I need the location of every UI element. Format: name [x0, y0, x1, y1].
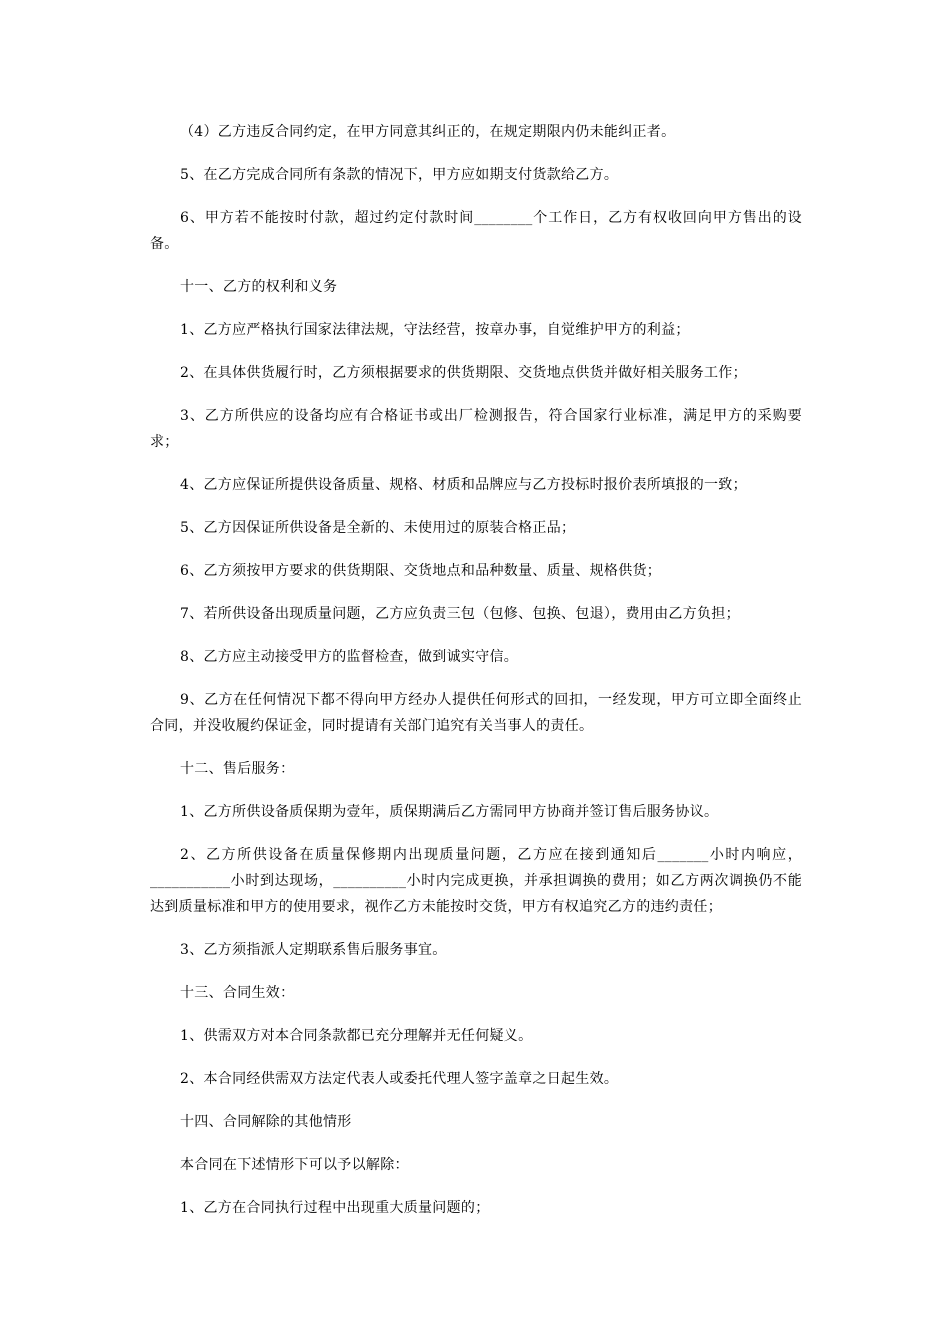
section-12-item-3: 3、乙方须指派人定期联系售后服务事宜。: [180, 942, 447, 958]
section-12-item-2: 2、乙方所供设备在质量保修期内出现质量问题，乙方应在接到通知后_______小时内响应，___________小时到达现场，__________小时内完成更换，并承担调换的费用；如乙方两次调换仍不能达到质量标准和甲方的使用要求，视作乙方未能按时交货，甲方有权追究乙方的违约责任；: [150, 847, 802, 915]
section-14-intro: 本合同在下述情形下可以予以解除：: [180, 1157, 409, 1173]
section-11-item-9: 9、乙方在任何情况下都不得向甲方经办人提供任何形式的回扣，一经发现，甲方可立即全面终止合同，并没收履约保证金，同时提请有关部门追究有关当事人的责任。: [150, 692, 802, 734]
clause-5-payment: 5、在乙方完成合同所有条款的情况下，甲方应如期支付货款给乙方。: [180, 167, 619, 183]
section-11-item-3: 3、乙方所供应的设备均应有合格证书或出厂检测报告，符合国家行业标准，满足甲方的采购要求；: [150, 408, 802, 450]
document-body: [150, 119, 802, 1238]
section-11-item-7: 7、若所供设备出现质量问题，乙方应负责三包（包修、包换、包退），费用由乙方负担；: [180, 606, 740, 622]
section-11-item-1: 1、乙方应严格执行国家法律法规，守法经营，按章办事，自觉维护甲方的利益；: [180, 322, 690, 338]
section-11-item-4: 4、乙方应保证所提供设备质量、规格、材质和品牌应与乙方投标时报价表所填报的一致；: [180, 477, 747, 493]
clause-4-uncorrected-breach: （4）乙方违反合同约定，在甲方同意其纠正的，在规定期限内仍未能纠正者。: [180, 124, 676, 140]
section-13-item-2: 2、本合同经供需双方法定代表人或委托代理人签字盖章之日起生效。: [180, 1071, 619, 1087]
section-heading-12: 十二、售后服务：: [180, 761, 295, 777]
section-13-item-1: 1、供需双方对本合同条款都已充分理解并无任何疑义。: [180, 1028, 533, 1044]
section-heading-13: 十三、合同生效：: [180, 985, 295, 1001]
section-11-item-6: 6、乙方须按甲方要求的供货期限、交货地点和品种数量、质量、规格供货；: [180, 563, 662, 579]
section-14-item-1: 1、乙方在合同执行过程中出现重大质量问题的；: [180, 1200, 490, 1216]
section-heading-11: 十一、乙方的权利和义务: [180, 279, 338, 295]
section-heading-14: 十四、合同解除的其他情形: [180, 1114, 352, 1130]
section-11-item-8: 8、乙方应主动接受甲方的监督检查，做到诚实守信。: [180, 649, 519, 665]
section-11-item-5: 5、乙方因保证所供设备是全新的、未使用过的原装合格正品；: [180, 520, 576, 536]
section-12-item-1: 1、乙方所供设备质保期为壹年，质保期满后乙方需同甲方协商并签订售后服务协议。: [180, 804, 719, 820]
section-11-item-2: 2、在具体供货履行时，乙方须根据要求的供货期限、交货地点供货并做好相关服务工作；: [180, 365, 747, 381]
clause-6-late-payment: 6、甲方若不能按时付款，超过约定付款时间________个工作日，乙方有权收回向甲方售出的设备。: [150, 210, 802, 252]
